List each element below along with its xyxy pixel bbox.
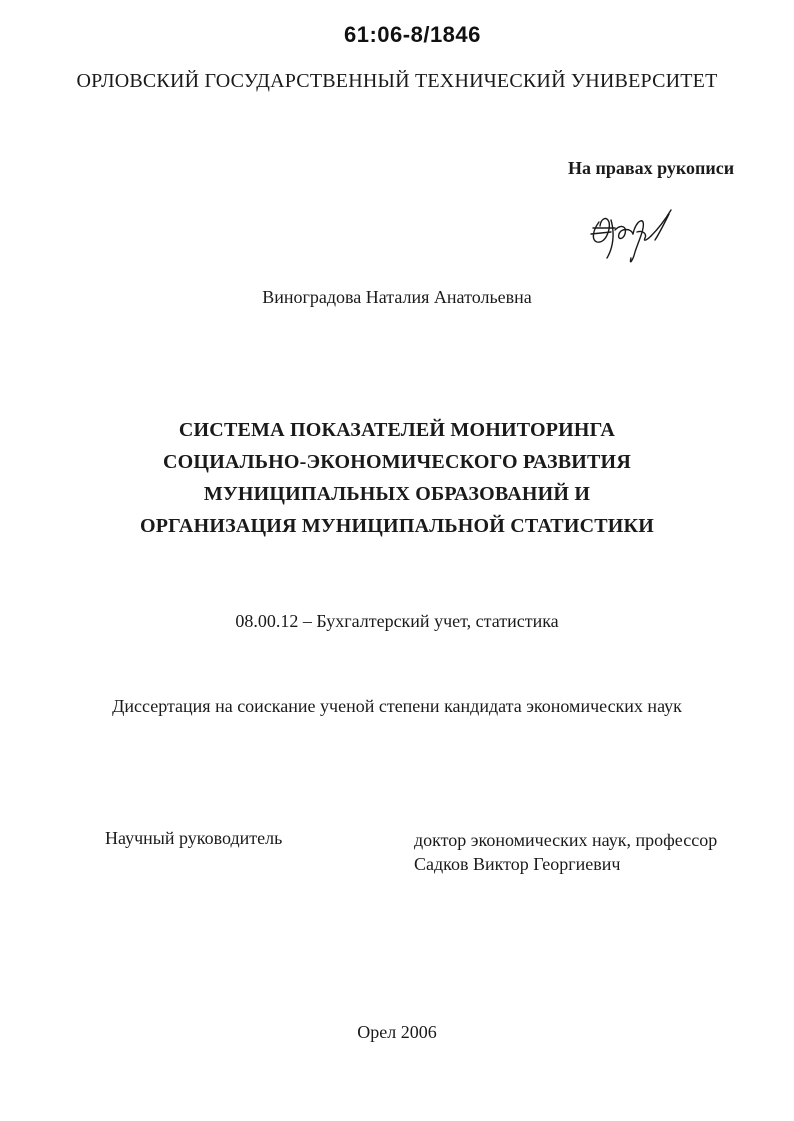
supervisor-info xyxy=(414,828,717,876)
title-line: СИСТЕМА ПОКАЗАТЕЛЕЙ МОНИТОРИНГА xyxy=(178,419,616,441)
title-line: ОРГАНИЗАЦИЯ МУНИЦИПАЛЬНОЙ СТАТИСТИКИ xyxy=(140,515,654,537)
city-year: Орел 2006 xyxy=(357,1022,437,1042)
manuscript-rights-label: На правах рукописи xyxy=(568,158,735,178)
supervisor-name: Садков Виктор Георгиевич xyxy=(414,854,621,874)
author-name: Виноградова Наталия Анатольевна xyxy=(262,287,532,307)
dissertation-type: Диссертация на соискание ученой степени кандидата экономических наук xyxy=(112,696,682,716)
title-line: СОЦИАЛЬНО-ЭКОНОМИЧЕСКОГО РАЗВИТИЯ xyxy=(163,451,631,473)
title-line: МУНИЦИПАЛЬНЫХ ОБРАЗОВАНИЙ И xyxy=(203,483,591,505)
specialty-code: 08.00.12 – Бухгалтерский учет, статистика xyxy=(235,611,559,631)
library-stamp-code: 61:06-8/1846 xyxy=(344,22,481,47)
university-name: ОРЛОВСКИЙ ГОСУДАРСТВЕННЫЙ ТЕХНИЧЕСКИЙ УНИВЕРСИТЕТ xyxy=(76,70,718,92)
dissertation-title xyxy=(0,414,794,542)
supervisor-label: Научный руководитель xyxy=(105,828,283,848)
supervisor-degree: доктор экономических наук, профессор xyxy=(414,830,718,850)
author-signature xyxy=(585,200,695,270)
